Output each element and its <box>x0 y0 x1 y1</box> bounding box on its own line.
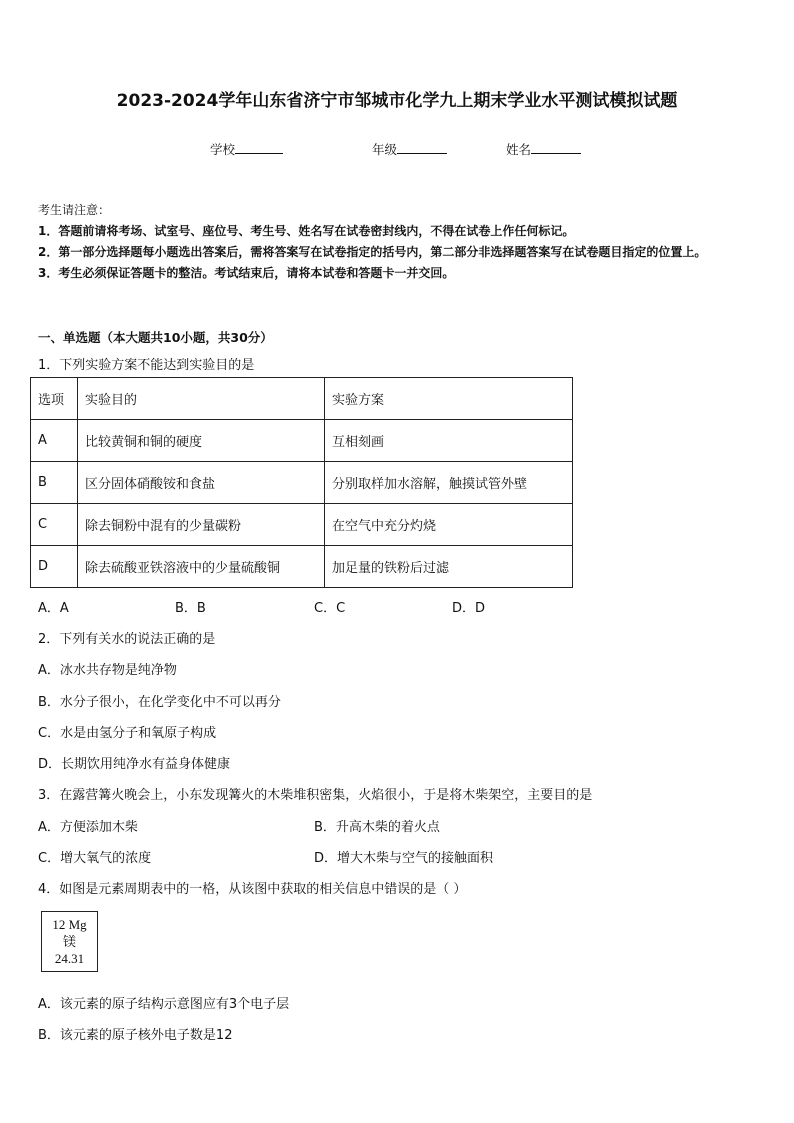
school-label: 学校 <box>210 142 236 157</box>
periodic-table-cell <box>41 911 98 972</box>
name-blank[interactable] <box>531 140 581 154</box>
table-cell: 互相刻画 <box>325 420 573 462</box>
grade-blank[interactable] <box>397 140 447 154</box>
table-cell: 在空气中充分灼烧 <box>325 504 573 546</box>
q4-option-b[interactable]: B．该元素的原子核外电子数是12 <box>38 1028 233 1043</box>
q2-option-b[interactable]: B．水分子很小，在化学变化中不可以再分 <box>38 695 281 710</box>
name-label: 姓名 <box>506 142 532 157</box>
element-symbol: Mg <box>68 917 87 932</box>
q2-option-a[interactable]: A．冰水共存物是纯净物 <box>38 663 177 678</box>
grade-label: 年级 <box>372 142 398 157</box>
q1-option-b[interactable]: B．B <box>175 601 206 616</box>
notice-block <box>38 200 762 284</box>
table-cell: 除去硫酸亚铁溶液中的少量硫酸铜 <box>78 546 325 588</box>
q1-option-c[interactable]: C．C <box>314 601 346 616</box>
table-row <box>31 504 573 546</box>
table-cell: D <box>31 546 78 588</box>
notice-head: 考生请注意： <box>38 203 111 217</box>
table-cell: 除去铜粉中混有的少量碳粉 <box>78 504 325 546</box>
table-cell: 加足量的铁粉后过滤 <box>325 546 573 588</box>
table-row <box>31 462 573 504</box>
question-1-stem: 1．下列实验方案不能达到实验目的是 <box>38 358 255 373</box>
q4-option-a[interactable]: A．该元素的原子结构示意图应有3个电子层 <box>38 997 290 1012</box>
q1-option-d[interactable]: D．D <box>452 601 486 616</box>
q3-option-b[interactable]: B．升高木柴的着火点 <box>314 820 440 835</box>
table-row <box>31 546 573 588</box>
table-row <box>31 420 573 462</box>
q2-option-d[interactable]: D．长期饮用纯净水有益身体健康 <box>38 757 231 772</box>
atomic-number: 12 <box>52 917 66 932</box>
notice-item: 3．考生必须保证答题卡的整洁。考试结束后，请将本试卷和答题卡一并交回。 <box>38 266 455 280</box>
table-header-cell: 选项 <box>31 378 78 420</box>
q2-option-c[interactable]: C．水是由氢分子和氧原子构成 <box>38 726 217 741</box>
grade-field[interactable] <box>372 140 447 158</box>
table-header-cell: 实验目的 <box>78 378 325 420</box>
name-field[interactable] <box>506 140 581 158</box>
notice-item: 1．答题前请将考场、试室号、座位号、考生号、姓名写在试卷密封线内，不得在试卷上作任何标记。 <box>38 224 575 238</box>
table-cell: 比较黄铜和铜的硬度 <box>78 420 325 462</box>
table-cell: A <box>31 420 78 462</box>
table-cell: 分别取样加水溶解，触摸试管外壁 <box>325 462 573 504</box>
q3-option-a[interactable]: A．方便添加木柴 <box>38 820 138 835</box>
question-4-stem: 4．如图是元素周期表中的一格，从该图中获取的相关信息中错误的是（ ） <box>38 882 467 897</box>
atomic-mass: 24.31 <box>54 951 85 966</box>
notice-item: 2．第一部分选择题每小题选出答案后，需将答案写在试卷指定的括号内，第二部分非选择题答案写在试卷题目指定的位置上。 <box>38 245 707 259</box>
q1-option-a[interactable]: A．A <box>38 601 69 616</box>
school-field[interactable] <box>210 140 283 158</box>
element-number-symbol-row <box>42 916 97 933</box>
table-cell: C <box>31 504 78 546</box>
q3-option-d[interactable]: D．增大木柴与空气的接触面积 <box>314 851 494 866</box>
table-cell: B <box>31 462 78 504</box>
question-2-stem: 2．下列有关水的说法正确的是 <box>38 632 216 647</box>
exam-title: 2023-2024学年山东省济宁市邹城市化学九上期末学业水平测试模拟试题 <box>116 91 678 111</box>
school-blank[interactable] <box>235 140 283 154</box>
experiment-table <box>30 377 573 588</box>
question-3-stem: 3．在露营篝火晚会上，小东发现篝火的木柴堆积密集，火焰很小，于是将木柴架空，主要目的是 <box>38 788 593 803</box>
table-header-cell: 实验方案 <box>325 378 573 420</box>
q3-option-c[interactable]: C．增大氧气的浓度 <box>38 851 152 866</box>
section-heading: 一、单选题（本大题共10小题，共30分） <box>38 330 273 345</box>
table-header-row <box>31 378 573 420</box>
table-cell: 区分固体硝酸铵和食盐 <box>78 462 325 504</box>
element-name: 镁 <box>62 934 76 949</box>
